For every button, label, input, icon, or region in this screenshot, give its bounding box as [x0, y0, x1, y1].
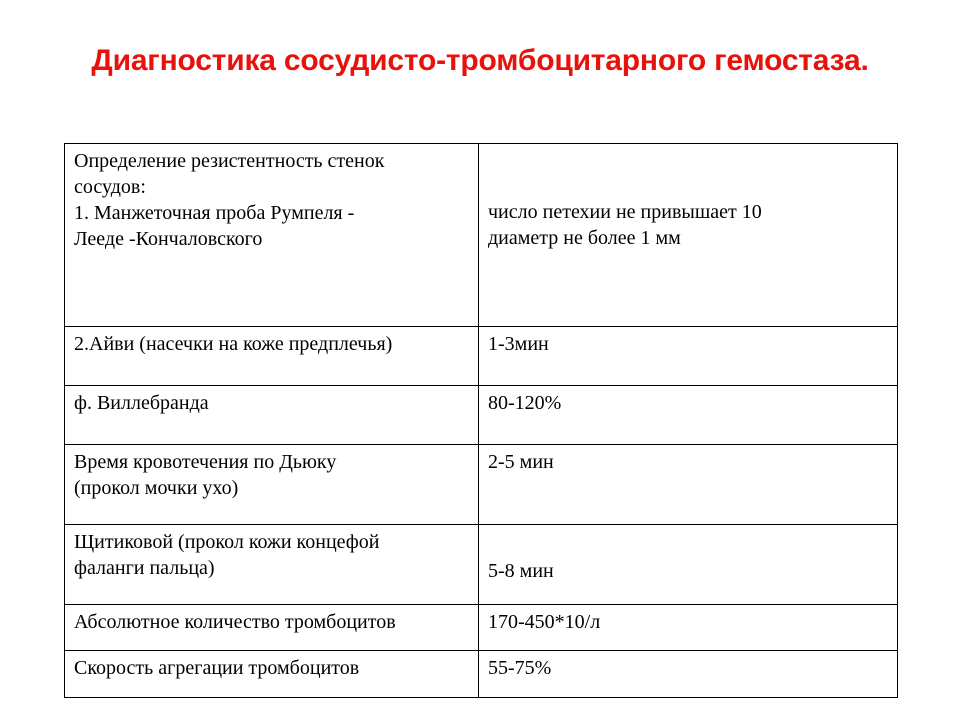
test-text: сосудов: — [74, 176, 146, 198]
value-text: 55-75% — [488, 657, 552, 679]
value-text: 5-8 мин — [488, 560, 554, 582]
table-row — [65, 144, 898, 327]
value-text: диаметр не более 1 мм — [488, 227, 681, 249]
test-cell — [65, 144, 479, 327]
table-row — [65, 651, 898, 698]
test-cell — [65, 605, 479, 651]
diagnostics-table — [64, 143, 898, 698]
test-text: Щитиковой (прокол кожи концефой — [74, 531, 380, 553]
test-text: фаланги пальца) — [74, 557, 215, 579]
value-text: 170-450*10/л — [488, 611, 601, 633]
table-row — [65, 605, 898, 651]
value-cell — [479, 651, 898, 698]
value-cell — [479, 525, 898, 605]
value-cell — [479, 605, 898, 651]
test-cell — [65, 651, 479, 698]
test-text: 1. Манжеточная проба Румпеля - — [74, 202, 355, 224]
test-text: Лееде -Кончаловского — [74, 228, 263, 250]
test-text: (прокол мочки ухо) — [74, 477, 239, 499]
table-row — [65, 445, 898, 525]
value-cell — [479, 445, 898, 525]
value-text: число петехии не привышает 10 — [488, 201, 762, 223]
table-row — [65, 525, 898, 605]
value-text: 1-3мин — [488, 333, 549, 355]
test-text: Определение резистентность стенок — [74, 150, 385, 172]
test-text: 2.Айви (насечки на коже предплечья) — [74, 333, 393, 355]
table-row — [65, 386, 898, 445]
test-cell — [65, 327, 479, 386]
test-text: Абсолютное количество тромбоцитов — [74, 611, 396, 633]
test-text: Время кровотечения по Дьюку — [74, 451, 337, 473]
page-title: Диагностика сосудисто-тромбоцитарного гемостаза. — [91, 44, 869, 77]
value-text: 2-5 мин — [488, 451, 554, 473]
value-cell — [479, 144, 898, 327]
test-text: Скорость агрегации тромбоцитов — [74, 657, 360, 679]
value-cell — [479, 386, 898, 445]
value-text: 80-120% — [488, 392, 562, 414]
table-row — [65, 327, 898, 386]
value-cell — [479, 327, 898, 386]
test-cell — [65, 445, 479, 525]
test-cell — [65, 386, 479, 445]
test-text: ф. Виллебранда — [74, 392, 209, 414]
test-cell — [65, 525, 479, 605]
